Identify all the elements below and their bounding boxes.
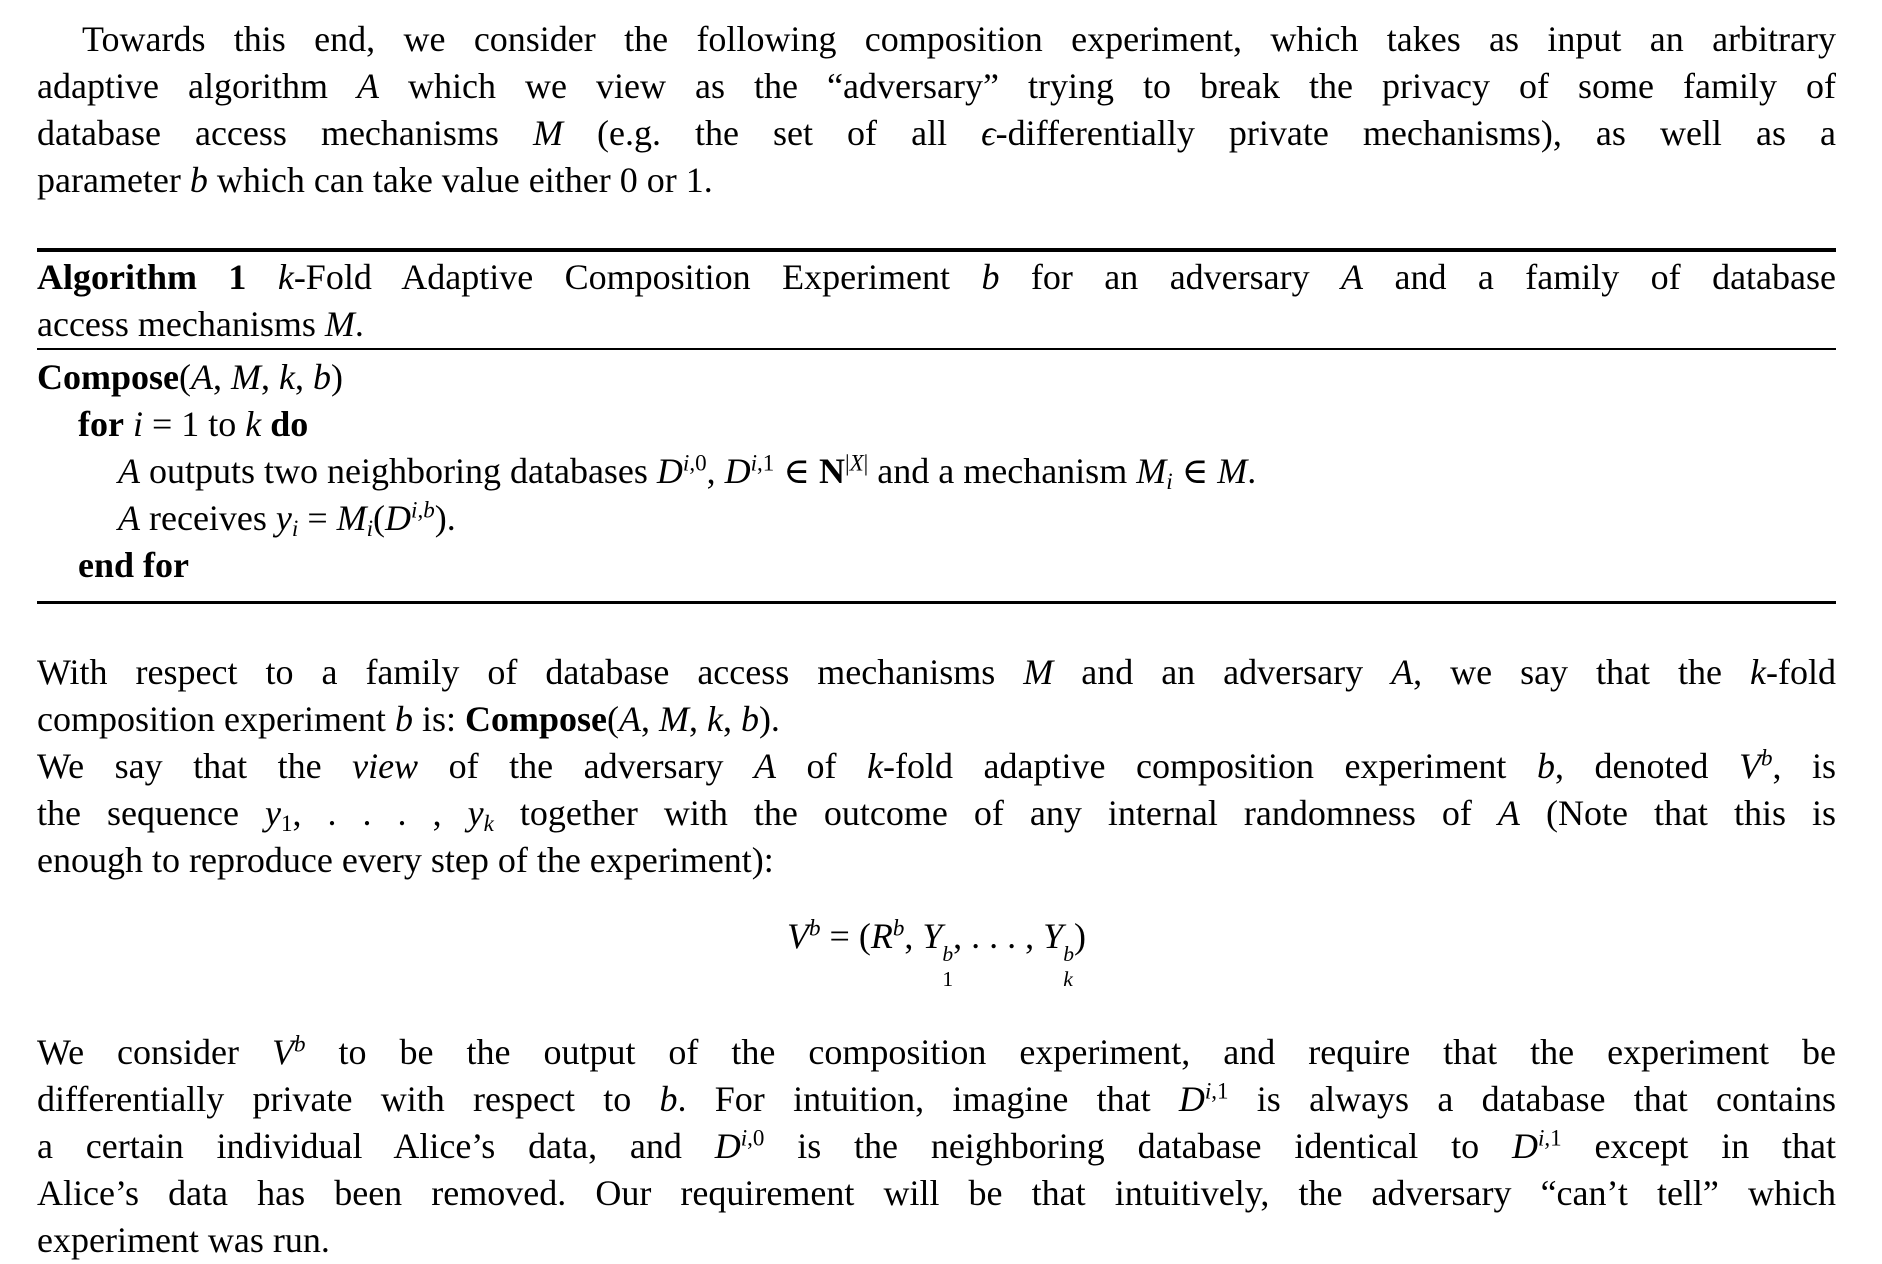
text-line: With respect to a family of database access mechanisms M and an adversary A, we say that the k-fold (37, 652, 1836, 692)
algorithm-box (37, 248, 1836, 604)
algorithm-caption-line: access mechanisms M. (37, 304, 364, 344)
text-line: database access mechanisms M (e.g. the set of all ϵ-differentially private mechanisms), as well as a (37, 113, 1836, 153)
algorithm-pseudocode (37, 350, 1836, 601)
code-line-compose: Compose(A, M, k, b) (37, 357, 343, 397)
text-line: Alice’s data has been removed. Our requirement will be that intuitively, the adversary “can’t tell” which (37, 1173, 1836, 1214)
code-line-for: for i = 1 to k do (78, 404, 309, 444)
paragraph-intro (37, 16, 1836, 204)
code-line-endfor: end for (78, 545, 189, 585)
algorithm-caption-line: Algorithm 1 k-Fold Adaptive Composition Experiment b for an adversary A and a family of database (37, 257, 1836, 297)
text-line: differentially private with respect to b. For intuition, imagine that D$^{i,1}$ is always a database that contains (37, 1077, 1836, 1120)
text-line: enough to reproduce every step of the experiment): (37, 840, 774, 880)
code-line-receives: A receives $y_i = M_i(D^{i,b})$. (118, 496, 456, 541)
text-line: We say that the view of the adversary A of k-fold adaptive composition experiment b, denoted $V^b$, is (37, 744, 1836, 786)
text-line: We consider $V^b$ to be the output of the composition experiment, and require that the experiment be (37, 1030, 1836, 1073)
text-line: experiment was run. (37, 1220, 330, 1261)
text-line: parameter b which can take value either 0 or 1. (37, 160, 713, 200)
paragraph-view-output (37, 1029, 1836, 1264)
code-line-outputs: A outputs two neighboring databases D$^{i,0}$, D$^{i,1}$ ∈ $N^{|X|}$ and a mechanism $M_i$ ∈ M. (118, 449, 1257, 494)
text-line: a certain individual Alice’s data, and D$^{i,0}$ is the neighboring database identical to D$^{i,1}$ except in that (37, 1124, 1836, 1167)
equation-view-definition: $V^b = (R^b$, Y b 1 , . . . , Y b k ) (787, 914, 1086, 992)
text-line: the sequence $y_1$, . . . , $y_k$ together with the outcome of any internal randomness of A (Note that this is (37, 793, 1837, 836)
text-line: composition experiment b is: Compose(A, M, k, b). (37, 699, 780, 739)
paragraph-compose-definition (37, 649, 1836, 884)
text-line: Towards this end, we consider the following composition experiment, which takes as input an arbitrary (82, 19, 1836, 59)
algorithm-caption (37, 252, 1836, 350)
text-line: adaptive algorithm A which we view as the “adversary” trying to break the privacy of some family of (37, 66, 1836, 106)
